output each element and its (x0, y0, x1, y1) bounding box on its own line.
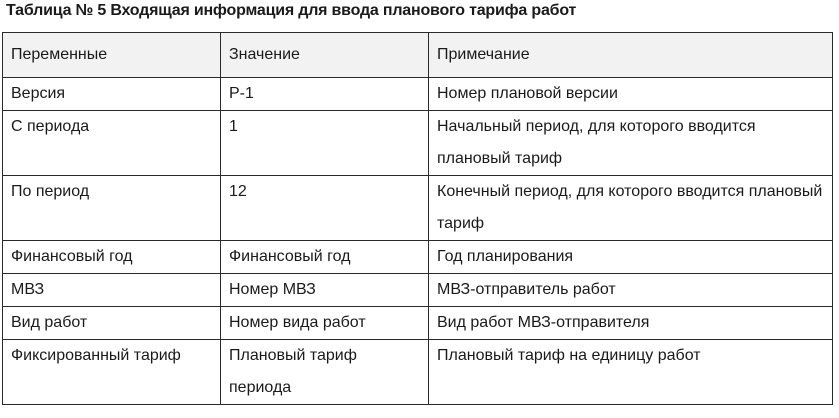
cell-variable: Фиксированный тариф (3, 340, 221, 405)
table-row (3, 340, 833, 405)
cell-value: 1 (221, 111, 429, 176)
cell-value: Р-1 (221, 78, 429, 111)
cell-note: Начальный период, для которого вводится плановый тариф (429, 111, 833, 176)
table-row (3, 241, 833, 274)
cell-note: Год планирования (429, 241, 833, 274)
cell-note: МВЗ-отправитель работ (429, 274, 833, 307)
cell-variable: По период (3, 176, 221, 241)
input-data-table (2, 32, 833, 405)
table-row (3, 274, 833, 307)
table-row (3, 176, 833, 241)
cell-value: Плановый тариф периода (221, 340, 429, 405)
table-header-row (3, 33, 833, 78)
cell-variable: Версия (3, 78, 221, 111)
table-caption: Таблица № 5 Входящая информация для ввода планового тарифа работ (6, 2, 577, 19)
cell-variable: С периода (3, 111, 221, 176)
cell-value: 12 (221, 176, 429, 241)
cell-value: Финансовый год (221, 241, 429, 274)
cell-note: Вид работ МВЗ-отправителя (429, 307, 833, 340)
header-variables: Переменные (3, 33, 221, 78)
cell-variable: Финансовый год (3, 241, 221, 274)
table-row (3, 307, 833, 340)
header-note: Примечание (429, 33, 833, 78)
table-row (3, 78, 833, 111)
cell-note: Номер плановой версии (429, 78, 833, 111)
cell-variable: МВЗ (3, 274, 221, 307)
cell-note: Плановый тариф на единицу работ (429, 340, 833, 405)
cell-value: Номер МВЗ (221, 274, 429, 307)
table-row (3, 111, 833, 176)
cell-note: Конечный период, для которого вводится плановый тариф (429, 176, 833, 241)
header-value: Значение (221, 33, 429, 78)
cell-variable: Вид работ (3, 307, 221, 340)
cell-value: Номер вида работ (221, 307, 429, 340)
